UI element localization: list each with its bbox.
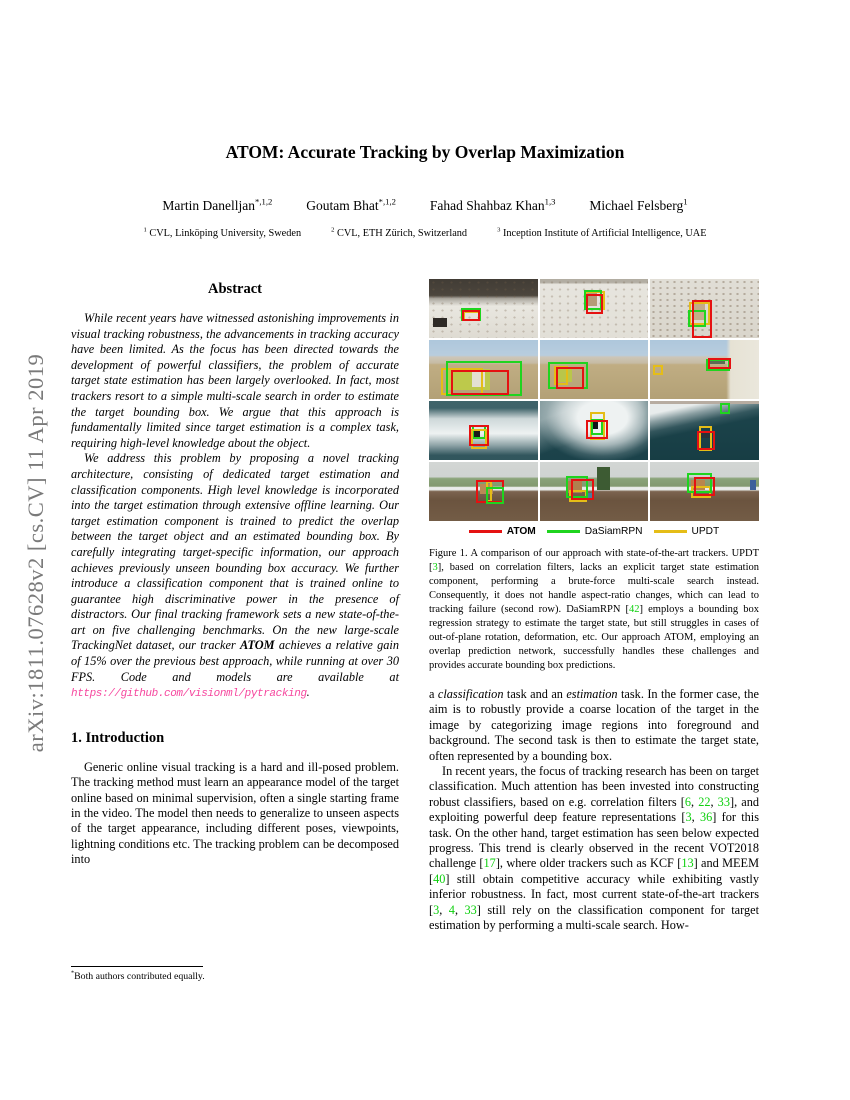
citation-link[interactable]: 17 — [483, 856, 496, 871]
affiliation: $^3$ Inception Institute of Artificial Intelligence, UAE — [497, 226, 707, 239]
figure-1-legend — [429, 525, 759, 538]
text-segment: ] employs a bounding box regression strategy to estimate the target state, but still struggles in cases of out-of-plane rotation, deformation, etc. Our approach ATOM, employing an overlap prediction network, successfully handles these challenges and provides accurate bounding box predictions. — [429, 604, 760, 671]
tracker-box-red — [556, 367, 584, 389]
figure-frame-wakeboarder-wave — [540, 401, 649, 460]
affiliation: $^1$ CVL, Linköping University, Sweden — [143, 226, 302, 239]
text-segment: a — [429, 687, 438, 701]
abstract-paragraph-2 — [71, 451, 399, 703]
figure-frame-wakeboarder-foam-streaks — [429, 401, 538, 460]
text-segment: task. In the former case, the aim is to robustly provide a coarse location of the target in the image by categorizing image regions into foreground and background. The second task is then to estimate the target state, often represented by a bounding box. — [429, 687, 759, 763]
author-name: Fahad Shahbaz Khan$^{1,3}$ — [429, 196, 556, 213]
author-row — [0, 198, 850, 214]
url-link[interactable]: https://github.com/visionml/pytracking — [71, 688, 307, 701]
figure-1-image-grid — [429, 279, 759, 521]
text-segment: ], and exploiting powerful deep feature representations [ — [429, 794, 760, 825]
citation-link[interactable]: 33 — [464, 902, 477, 917]
author-superscript: *,1,2 — [255, 196, 273, 207]
citation-link[interactable]: 4 — [448, 902, 455, 917]
citation-link[interactable]: 6 — [684, 794, 691, 809]
citation-link[interactable]: 40 — [433, 871, 446, 886]
text-segment: classification — [437, 687, 504, 701]
footnote — [71, 966, 399, 982]
text-segment: * — [71, 969, 75, 977]
paper-title: ATOM: Accurate Tracking by Overlap Maximization — [225, 142, 625, 162]
text-segment: Figure 1. A comparison of our approach with state-of-the-art trackers. UPDT [ — [429, 548, 759, 573]
text-segment: We address this problem by proposing a novel tracking architecture, consisting of dedicated target estimation and classification components. High level knowledge is incorporated into the target estimation through extensive offline learning. Our target estimation component is trained to predict the overlap between the target object and an estimated bounding box. By carefully integrating target-specific information, our approach achieves previously unseen bounding box accuracy. We further introduce a classification component that is trained online to guarantee high discriminative power in the presence of distractors. Our final tracking framework sets a new state-of-the-art on five challenging benchmarks. On the new large-scale TrackingNet dataset, our tracker — [71, 451, 399, 653]
footnote-rule — [71, 966, 203, 967]
section-heading-introduction: 1. Introduction — [71, 729, 165, 746]
legend-item — [654, 526, 720, 537]
footnote-text — [71, 971, 205, 982]
author-superscript: 1 — [683, 196, 688, 207]
scene-object — [597, 467, 610, 491]
left-column — [71, 279, 399, 868]
figure-frame-horse-center-barrel — [540, 462, 649, 521]
scene-object — [750, 480, 755, 490]
citation-link[interactable]: 3 — [685, 810, 692, 825]
tracker-box-red — [586, 420, 607, 439]
text-segment: , — [710, 794, 718, 809]
tracker-box-red — [708, 358, 732, 369]
legend-line-icon — [654, 530, 687, 533]
text-segment: . — [306, 685, 310, 700]
legend-line-icon — [547, 530, 580, 533]
tracker-box-red — [694, 477, 715, 496]
tracker-box-red — [697, 431, 715, 450]
text-segment: achieves a relative gain of 15% over the previous best approach, while running at over 30 FPS. Code and models are available at — [71, 638, 399, 684]
text-segment: ] still obtain competitive accuracy while exhibiting vastly inferior robustness. In fact, most current state-of-the-art trackers [ — [429, 871, 759, 917]
text-segment: , — [439, 902, 449, 917]
author-name: Goutam Bhat$^{*,1,2}$ — [306, 196, 396, 213]
legend-item — [469, 526, 536, 537]
text-segment: ], based on correlation filters, lacks an explicit target state estimation component, performing a brute-force multi-scale search instead. Consequently, it does not handle aspect-ratio changes, which can lead to tracking failure (second row). DaSiamRPN [ — [429, 562, 759, 615]
citation-link[interactable]: 3 — [433, 902, 440, 917]
body-paragraph-b — [429, 764, 759, 933]
text-segment: ] still rely on the classification component for target estimation by performing a multi-scale search. How- — [429, 902, 759, 933]
author-superscript: *,1,2 — [378, 196, 396, 207]
tracker-box-red — [571, 479, 593, 500]
figure-frame-dog-in-snow-mid — [540, 279, 649, 338]
tracker-box-yellow — [653, 365, 664, 375]
figure-frame-horse-left — [429, 462, 538, 521]
legend-label: UPDT — [691, 526, 720, 537]
legend-line-icon — [469, 530, 502, 533]
tracker-box-red — [586, 294, 603, 314]
text-segment: , — [691, 810, 700, 825]
figure-frame-fire-truck-far — [650, 340, 759, 399]
figure-1-caption — [429, 547, 759, 673]
figure-frame-horse-right-person — [650, 462, 759, 521]
scene-object — [433, 318, 447, 327]
text-segment: estimation — [566, 687, 618, 701]
citation-link[interactable]: 33 — [717, 794, 730, 809]
affiliation-row — [0, 228, 850, 239]
citation-link[interactable]: 3 — [432, 562, 438, 573]
legend-item — [547, 526, 643, 537]
figure-frame-dog-in-snow-close — [650, 279, 759, 338]
text-segment: ] for this task. On the other hand, target estimation has seen below expected progress. This trend is clearly observed in the recent VOT2018 challenge [ — [429, 810, 759, 871]
legend-label: ATOM — [506, 526, 536, 537]
text-segment: task and an — [503, 687, 567, 701]
tracker-box-red — [462, 310, 480, 322]
citation-link[interactable]: 42 — [629, 604, 640, 615]
author-name: Michael Felsberg$^1$ — [589, 196, 688, 213]
arxiv-watermark: arXiv:1811.07628v2 [cs.CV] 11 Apr 2019 — [23, 353, 48, 753]
figure-frame-fire-truck-close — [429, 340, 538, 399]
tracker-box-red — [451, 370, 509, 396]
abstract-heading: Abstract — [208, 281, 262, 297]
text-segment: , — [691, 794, 699, 809]
figure-frame-fire-truck-mid — [540, 340, 649, 399]
author-superscript: 1,3 — [544, 196, 556, 207]
body-paragraph-a — [429, 687, 759, 764]
figure-frame-wakeboarder-dark-water — [650, 401, 759, 460]
text-segment: ], where older trackers such as KCF [ — [495, 856, 682, 871]
tracker-box-red — [469, 425, 489, 447]
introduction-paragraph: Generic online visual tracking is a hard and ill-posed problem. The tracking method must learn an appearance model of the target online based on minimal supervision, often a single starting frame in the video. The model then needs to generalize to unseen aspects of the target appearance, including different poses, viewpoints, lightning conditions etc. The tracking problem can be decomposed into — [71, 759, 399, 867]
legend-label: DaSiamRPN — [584, 526, 643, 537]
text-segment: Both authors contributed equally. — [74, 971, 205, 982]
text-segment: ATOM — [239, 638, 275, 653]
text-segment: ] and MEEM [ — [429, 856, 760, 886]
tracker-box-green — [486, 487, 504, 504]
affiliation: $^2$ CVL, ETH Zürich, Switzerland — [331, 226, 468, 239]
citation-link[interactable]: 22 — [698, 794, 711, 809]
tracker-box-red — [692, 300, 712, 338]
abstract-paragraph-1: While recent years have witnessed astonishing improvements in visual tracking robustness, the advancements in tracking accuracy have been limited. As the focus has been directed towards the development of powerful classifiers, the problem of accurate target state estimation has been largely overlooked. In fact, most trackers resort to a simple multi-scale search in order to estimate the target bounding box. We argue that this approach is fundamentally limited since target estimation is a complex task, requiring high-level knowledge about the object. — [71, 311, 399, 450]
text-segment: , — [454, 902, 465, 917]
citation-link[interactable]: 13 — [681, 856, 694, 871]
right-column — [429, 279, 759, 934]
tracker-box-green — [720, 403, 731, 414]
author-name: Martin Danelljan$^{*,1,2}$ — [162, 196, 273, 213]
text-segment: In recent years, the focus of tracking research has been on target classification. Much attention has been invested into constructing robust classifiers, based on e.g. correlation filters [ — [429, 764, 759, 809]
figure-frame-dog-in-snow-far — [429, 279, 538, 338]
citation-link[interactable]: 36 — [699, 810, 713, 825]
